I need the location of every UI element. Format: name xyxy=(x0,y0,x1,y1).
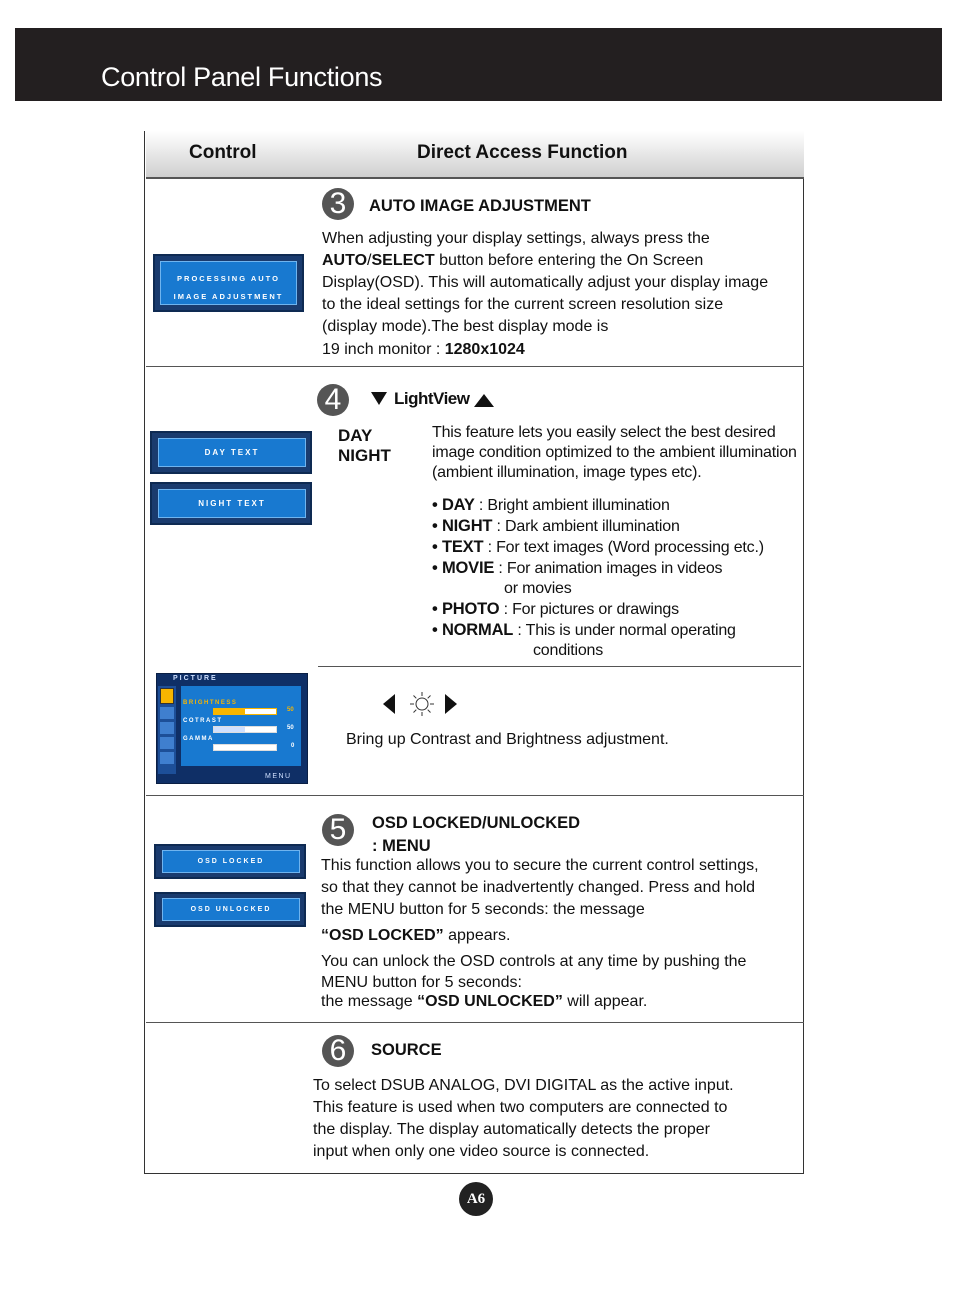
right-arrow-icon xyxy=(445,694,457,714)
left-arrow-icon xyxy=(383,694,395,714)
osd-tab-tracking-icon xyxy=(160,722,174,734)
list-item: • NIGHT : Dark ambient illumination xyxy=(432,517,680,535)
list-item: • NORMAL : This is under normal operating xyxy=(432,621,736,639)
lightview-title: LightView xyxy=(394,389,470,408)
list-item: or movies xyxy=(504,580,572,597)
osd-tab-flatron-icon xyxy=(160,752,174,764)
osd-picture-title: PICTURE xyxy=(173,675,218,682)
osd-unlocked-box: OSD UNLOCKED xyxy=(154,892,306,927)
lightview-description: This feature lets you easily select the best desired image condition optimized to the ambient illumination (ambient illumination, image types etc). xyxy=(432,424,797,481)
osd-gamma-bar xyxy=(213,744,277,751)
osd-gamma-value: 0 xyxy=(291,743,295,749)
osd-contrast-bar xyxy=(213,726,277,733)
step-number-6: 6 xyxy=(322,1035,354,1067)
row-divider xyxy=(146,795,804,796)
page-number-badge: A6 xyxy=(459,1182,493,1216)
osd-night-text: NIGHT TEXT xyxy=(150,482,312,525)
mode-labels: DAY NIGHT xyxy=(338,426,391,465)
osd-lock-description: This function allows you to secure the current control settings, so that they cannot be inadvertently changed. Press and hold the MENU button for 5 seconds: the message “OSD LOCKED” appears. You can unlock the OSD controls at any time by pushing the MENU button for 5 seconds: the message “OSD UNLOCKED” will appear. xyxy=(321,857,759,1010)
page-title: Control Panel Functions xyxy=(101,62,383,92)
column-header-function: Direct Access Function xyxy=(417,142,628,163)
osd-picture-menu xyxy=(156,673,308,784)
section-title-auto-image: AUTO IMAGE ADJUSTMENT xyxy=(369,197,591,215)
step-number-4: 4 xyxy=(317,384,349,416)
osd-gamma-label: GAMMA xyxy=(183,736,214,742)
osd-contrast-value: 50 xyxy=(287,725,294,731)
section-title-osd-lock: OSD LOCKED/UNLOCKED : MENU xyxy=(372,814,581,855)
lightview-modes-list xyxy=(432,495,764,661)
list-item: • TEXT : For text images (Word processing etc.) xyxy=(432,538,764,556)
list-item: • MOVIE : For animation images in videos xyxy=(432,559,723,577)
osd-contrast-label: COTRAST xyxy=(183,718,223,724)
osd-day-text: DAY TEXT xyxy=(150,431,312,474)
sub-divider xyxy=(318,666,801,667)
osd-tab-color-icon xyxy=(160,707,174,719)
osd-icon-column xyxy=(158,686,176,774)
osd-settings-panel xyxy=(181,686,301,766)
list-item: conditions xyxy=(533,642,604,659)
list-item: • PHOTO : For pictures or drawings xyxy=(432,600,679,618)
step-number-3: 3 xyxy=(322,188,354,220)
osd-locked-box: OSD LOCKED xyxy=(154,844,306,879)
osd-line-2: IMAGE ADJUSTMENT xyxy=(173,292,284,301)
osd-tab-setup-icon xyxy=(160,737,174,749)
auto-image-description: When adjusting your display settings, always press the AUTO/SELECT button before entering the On Screen Display(OSD). This will automatically adjust your display image to the ideal settings for the current screen resolution size (display mode).The best display mode is 19 inch monitor : 1280x1024 xyxy=(322,230,769,358)
row-divider xyxy=(146,366,804,367)
step-number-5: 5 xyxy=(322,814,354,846)
osd-line-1: PROCESSING AUTO xyxy=(177,274,280,283)
sun-brightness-icon xyxy=(409,691,435,717)
osd-brightness-label: BRIGHTNESS xyxy=(183,700,238,706)
row-divider xyxy=(146,1022,804,1023)
section-title-source: SOURCE xyxy=(371,1041,442,1059)
list-item: • DAY : Bright ambient illumination xyxy=(432,496,670,514)
osd-processing-auto xyxy=(153,254,304,312)
brightness-description: Bring up Contrast and Brightness adjustment. xyxy=(346,731,669,748)
osd-tab-picture-icon xyxy=(160,688,174,704)
osd-menu-label: MENU xyxy=(265,773,292,780)
column-header-control: Control xyxy=(189,142,257,163)
source-description: To select DSUB ANALOG, DVI DIGITAL as the active input. This feature is used when two computers are connected to the display. The display automatically detects the proper input when only one video source is connected. xyxy=(313,1077,734,1160)
down-triangle-icon xyxy=(371,392,387,406)
osd-brightness-bar xyxy=(213,708,277,715)
osd-brightness-value: 50 xyxy=(287,707,294,713)
up-triangle-icon xyxy=(474,394,494,408)
